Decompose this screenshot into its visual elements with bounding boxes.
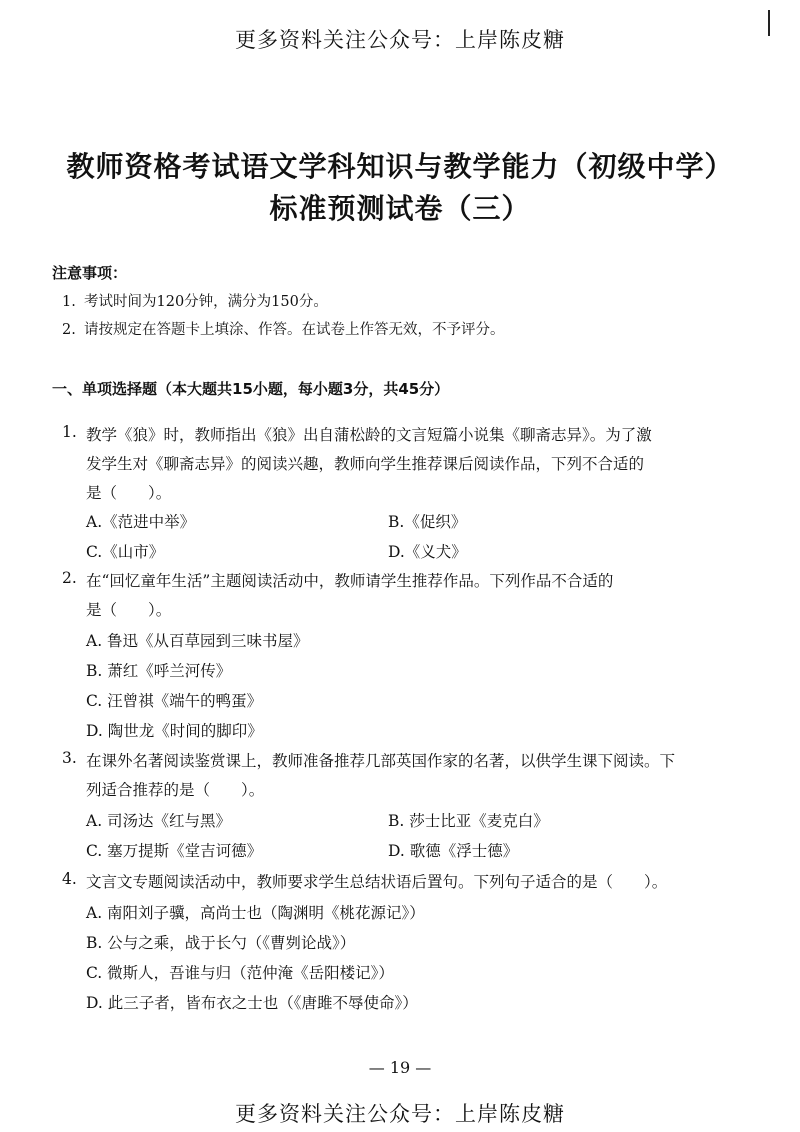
option-d: D. 此三子者，皆布衣之士也（《唐雎不辱使命》）: [86, 994, 418, 1012]
question-text-line: 在课外名著阅读鉴赏课上，教师准备推荐几部英国作家的名著，以供学生课下阅读。下: [86, 752, 676, 770]
question-text-line: 列适合推荐的是（ ）。: [86, 781, 265, 799]
notice-item: [62, 290, 328, 311]
option-c: C. 汪曾祺《端午的鸭蛋》: [86, 692, 263, 710]
watermark-bottom: 更多资料关注公众号：上岸陈皮糖: [235, 1102, 565, 1126]
notice-item-number: 2.: [62, 322, 76, 338]
option-a: A. 司汤达《红与黑》: [86, 812, 232, 830]
notice-item-text: 请按规定在答题卡上填涂、作答。在试卷上作答无效，不予评分。: [84, 322, 505, 338]
notice-item-text: 考试时间为120分钟，满分为150分。: [84, 294, 328, 310]
option-b: B.《促织》: [388, 513, 467, 531]
question-text-line: 是（ ）。: [86, 484, 172, 502]
question-number: 3.: [62, 749, 77, 767]
page-title: 教师资格考试语文学科知识与教学能力（初级中学）: [66, 150, 734, 183]
notice-heading: 注意事项：: [52, 264, 128, 282]
option-d: D. 陶世龙《时间的脚印》: [86, 722, 263, 740]
option-b: B. 莎士比亚《麦克白》: [388, 812, 549, 830]
question-text-line: 是（ ）。: [86, 601, 172, 619]
option-a: A. 鲁迅《从百草园到三味书屋》: [86, 632, 309, 650]
watermark-top: 更多资料关注公众号：上岸陈皮糖: [235, 28, 565, 52]
page-number: — 19 —: [368, 1058, 432, 1077]
question-number: 1.: [62, 423, 77, 441]
option-c: C. 微斯人，吾谁与归（范仲淹《岳阳楼记》）: [86, 964, 394, 982]
question-number: 4.: [62, 870, 77, 888]
notice-item: [62, 318, 505, 339]
option-c: C. 塞万提斯《堂吉诃德》: [86, 842, 263, 860]
question-number: 2.: [62, 569, 77, 587]
notice-item-number: 1.: [62, 294, 76, 310]
option-a: A. 南阳刘子骥，高尚士也（陶渊明《桃花源记》）: [86, 904, 425, 922]
option-c: C.《山市》: [86, 543, 165, 561]
question-text-line: 发学生对《聊斋志异》的阅读兴趣，教师向学生推荐课后阅读作品，下列不合适的: [86, 455, 645, 473]
question-text-line: 文言文专题阅读活动中，教师要求学生总结状语后置句。下列句子适合的是（ ）。: [86, 873, 668, 891]
section-heading: 一、单项选择题（本大题共15小题，每小题3分，共45分）: [52, 380, 450, 398]
option-b: B. 萧红《呼兰河传》: [86, 662, 232, 680]
question-text-line: 在“回忆童年生活”主题阅读活动中，教师请学生推荐作品。下列作品不合适的: [86, 572, 614, 590]
page-subtitle: 标准预测试卷（三）: [269, 192, 531, 225]
option-d: D. 歌德《浮士德》: [388, 842, 519, 860]
question-text-line: 教学《狼》时，教师指出《狼》出自蒲松龄的文言短篇小说集《聊斋志异》。为了激: [86, 426, 652, 444]
option-d: D.《义犬》: [388, 543, 467, 561]
option-b: B. 公与之乘，战于长勺（《曹刿论战》）: [86, 934, 356, 952]
option-a: A.《范进中举》: [86, 513, 196, 531]
